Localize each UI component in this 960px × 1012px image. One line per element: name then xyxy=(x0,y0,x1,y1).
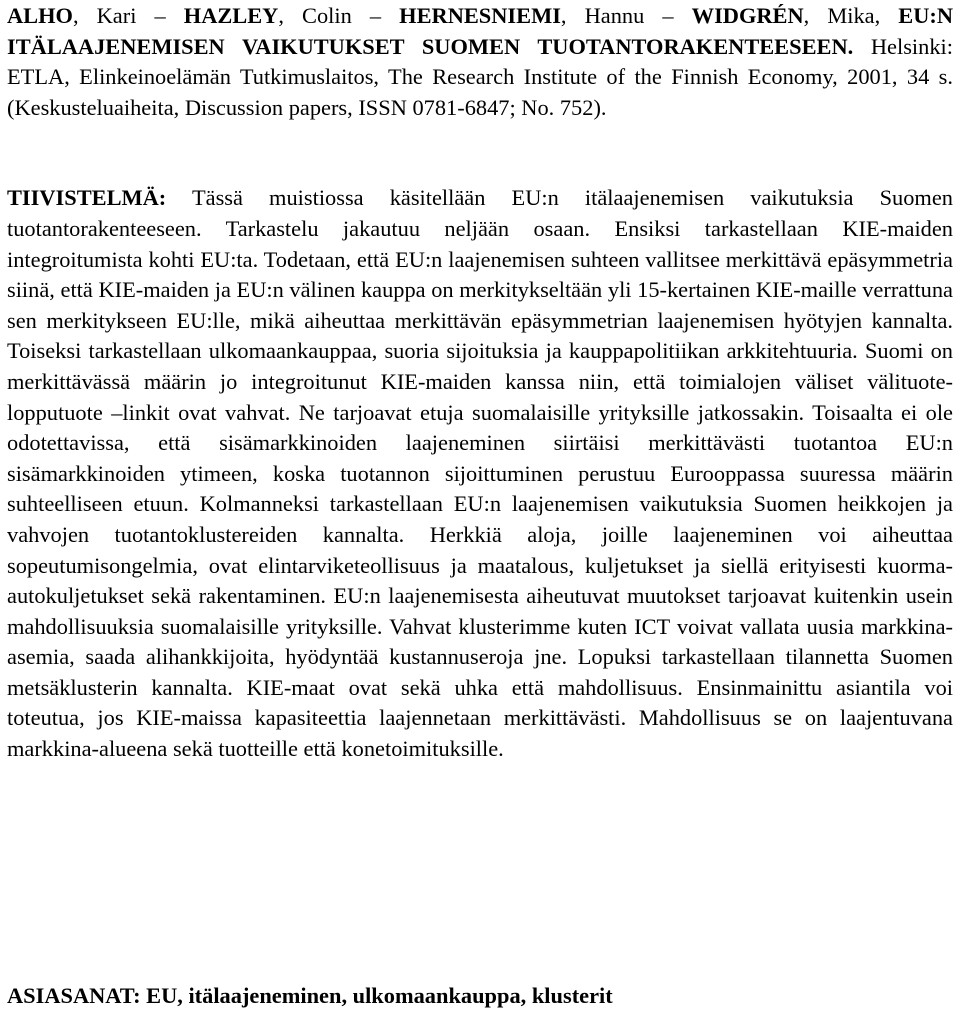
keywords xyxy=(7,981,613,1011)
author-separator: – xyxy=(136,3,184,28)
publication-details: Helsinki: ETLA, Elinkeinoelämän Tutkimuslaitos, The Research Institute of the Finnish Economy, 2001, 34 s. (Keskusteluaiheita, Discussion papers, ISSN 0781-6847; No. 752). xyxy=(7,33,953,120)
abstract-label: TIIVISTELMÄ: xyxy=(7,185,167,211)
author-2-surname: HAZLEY xyxy=(183,3,279,28)
author-separator: – xyxy=(351,3,400,28)
author-3-surname: HERNESNIEMI xyxy=(399,3,561,28)
author-3-given: Hannu xyxy=(584,3,645,28)
document-title: EU:N ITÄLAAJENEMISEN VAIKUTUKSET SUOMEN TUOTANTORAKENTEESEEN. xyxy=(7,3,954,59)
abstract-text: Tässä muistiossa käsitellään EU:n itälaajenemisen vaikutuksia Suomen tuotantorakenteeseen. Tarkastelu jakautuu neljään osaan. Ensiksi tarkastellaan KIE-maiden integroitumista kohti EU:ta. Todetaan, että EU:n laajenemisen suhteen vallitsee merkittävä epäsymmetria siinä, että KIE-maiden ja EU:n välinen kauppa on merkitykseltään yli 15-kertainen KIE-maille verrattuna sen merkitykseen EU:lle, mikä aiheuttaa merkittävän epäsymmetrian laajenemisen hyötyjen kannalta. Toiseksi tarkastellaan ulkomaankauppaa, suoria sijoituksia ja kauppapolitiikan arkkitehtuuria. Suomi on merkittävässä määrin jo integroitunut KIE-maiden kanssa niin, että toimialojen väliset välituote-lopputuote –linkit ovat vahvat. Ne tarjoavat etuja suomalaisille yrityksille jatkossakin. Toisaalta ei ole odotettavissa, että sisämarkkinoiden laajeneminen siirtäisi merkittävästi tuotantoa EU:n sisämarkkinoiden ytimeen, koska tuotannon sijoittuminen perustuu Eurooppassa suuressa määrin suhteelliseen etuun. Kolmanneksi tarkastellaan EU:n laajenemisen vaikutuksia Suomen heikkojen ja vahvojen tuotantoklustereiden kannalta. Herkkiä aloja, joille laajeneminen voi aiheuttaa sopeutumisongelmia, ovat elintarviketeollisuus ja maatalous, kuljetukset ja siellä erityisesti kuorma-autokuljetukset sekä rakentaminen. EU:n laajenemisesta aiheutuvat muutokset tarjoavat kuitenkin usein mahdollisuuksia suomalaisille yrityksille. Vahvat klusterimme kuten ICT voivat vallata uusia markkina-asemia, saada alihankkijoita, hyödyntää kustannuseroja jne. Lopuksi tarkastellaan tilannetta Suomen metsäklusterin kannalta. KIE-maat ovat sekä uhka että mahdollisuus. Ensinmainittu asiantila voi toteutua, jos KIE-maissa kapasiteettia laajennetaan merkittävästi. Mahdollisuus se on laajentuvana markkina-alueena sekä tuotteille että konetoimituksille. xyxy=(7,185,953,762)
keywords-label: ASIASANAT: xyxy=(7,983,141,1008)
author-4-surname: WIDGRÉN xyxy=(691,3,804,28)
author-1-given: Kari xyxy=(96,3,137,28)
author-separator: – xyxy=(644,3,692,28)
document-page xyxy=(7,0,953,765)
bibliographic-reference: ALHO, Kari – HAZLEY, Colin – HERNESNIEMI, Hannu – WIDGRÉN, Mika, EU:N ITÄLAAJENEMISEN VAIKUTUKSET SUOMEN TUOTANTORAKENTEESEEN. Helsinki: ETLA, Elinkeinoelämän Tutkimuslaitos, The Research Institute of the Finnish Economy, 2001, 34 s. (Keskusteluaiheita, Discussion papers, ISSN 0781-6847; No. 752). xyxy=(7,3,954,120)
keywords-text: EU, itälaajeneminen, ulkomaankauppa, klusterit xyxy=(146,983,613,1008)
author-1-surname: ALHO xyxy=(7,3,73,28)
abstract xyxy=(7,183,953,764)
author-2-given: Colin xyxy=(302,3,352,28)
author-4-given: Mika xyxy=(827,3,875,28)
